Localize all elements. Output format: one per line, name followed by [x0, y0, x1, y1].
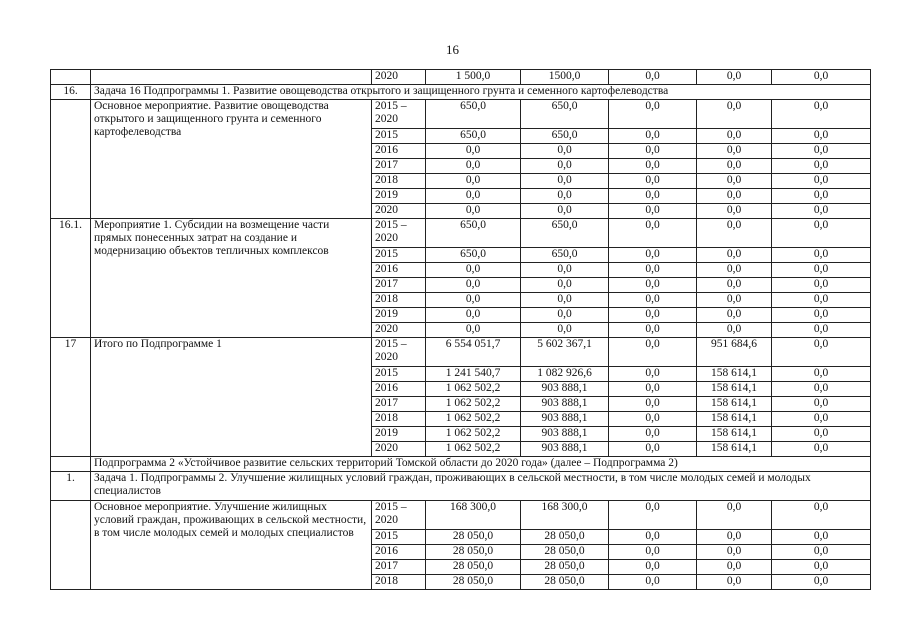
value-cell: 0,0	[697, 545, 772, 560]
value-cell: 158 614,1	[697, 427, 772, 442]
value-cell: 0,0	[609, 545, 697, 560]
value-cell: 0,0	[772, 442, 871, 457]
row-index	[51, 70, 91, 85]
value-cell: 0,0	[772, 382, 871, 397]
value-cell: 0,0	[697, 204, 772, 219]
row-year: 2017	[372, 159, 426, 174]
value-cell: 0,0	[609, 189, 697, 204]
value-cell: 0,0	[426, 144, 521, 159]
value-cell: 0,0	[697, 219, 772, 248]
row-index: 16.1.	[51, 219, 91, 338]
value-cell: 0,0	[772, 174, 871, 189]
value-cell: 0,0	[609, 308, 697, 323]
value-cell: 0,0	[521, 323, 609, 338]
row-year: 2019	[372, 308, 426, 323]
value-cell: 0,0	[426, 204, 521, 219]
value-cell: 158 614,1	[697, 412, 772, 427]
value-cell: 1 062 502,2	[426, 382, 521, 397]
row-year: 2018	[372, 575, 426, 590]
value-cell: 0,0	[609, 219, 697, 248]
row-description: Мероприятие 1. Субсидии на возмещение части прямых понесенных затрат на создание и модернизацию объектов тепличных комплексов	[91, 219, 372, 338]
value-cell: 0,0	[772, 144, 871, 159]
value-cell: 0,0	[521, 278, 609, 293]
value-cell: 0,0	[772, 338, 871, 367]
row-year: 2015 – 2020	[372, 219, 426, 248]
value-cell: 0,0	[772, 308, 871, 323]
value-cell: 0,0	[772, 501, 871, 530]
value-cell: 951 684,6	[697, 338, 772, 367]
value-cell: 1 062 502,2	[426, 442, 521, 457]
value-cell: 0,0	[772, 129, 871, 144]
value-cell: 0,0	[697, 560, 772, 575]
budget-table	[50, 69, 871, 590]
value-cell: 0,0	[609, 560, 697, 575]
value-cell: 0,0	[609, 412, 697, 427]
value-cell: 158 614,1	[697, 442, 772, 457]
row-year: 2020	[372, 70, 426, 85]
value-cell: 0,0	[772, 412, 871, 427]
row-year: 2020	[372, 323, 426, 338]
value-cell: 1500,0	[521, 70, 609, 85]
row-year: 2019	[372, 189, 426, 204]
value-cell: 0,0	[609, 100, 697, 129]
value-cell: 28 050,0	[521, 575, 609, 590]
value-cell: 0,0	[609, 129, 697, 144]
section-index	[51, 457, 91, 472]
value-cell: 650,0	[521, 248, 609, 263]
row-year: 2018	[372, 174, 426, 189]
row-year: 2015 – 2020	[372, 100, 426, 129]
value-cell: 0,0	[772, 278, 871, 293]
value-cell: 28 050,0	[426, 530, 521, 545]
value-cell: 0,0	[426, 263, 521, 278]
value-cell: 5 602 367,1	[521, 338, 609, 367]
value-cell: 903 888,1	[521, 442, 609, 457]
value-cell: 168 300,0	[521, 501, 609, 530]
row-year: 2015 – 2020	[372, 338, 426, 367]
value-cell: 0,0	[521, 174, 609, 189]
row-year: 2015	[372, 248, 426, 263]
value-cell: 0,0	[521, 159, 609, 174]
row-year: 2019	[372, 427, 426, 442]
value-cell: 0,0	[521, 293, 609, 308]
value-cell: 0,0	[697, 248, 772, 263]
value-cell: 0,0	[772, 293, 871, 308]
value-cell: 903 888,1	[521, 412, 609, 427]
section-index: 16.	[51, 85, 91, 100]
value-cell: 0,0	[697, 144, 772, 159]
value-cell: 0,0	[521, 204, 609, 219]
table-row	[51, 70, 871, 85]
row-description: Основное мероприятие. Развитие овощеводства открытого и защищенного грунта и семенного картофелеводства	[91, 100, 372, 219]
row-year: 2016	[372, 382, 426, 397]
value-cell: 0,0	[609, 174, 697, 189]
value-cell: 0,0	[521, 189, 609, 204]
value-cell: 0,0	[609, 159, 697, 174]
value-cell: 0,0	[772, 397, 871, 412]
row-year: 2017	[372, 278, 426, 293]
value-cell: 0,0	[609, 204, 697, 219]
value-cell: 1 241 540,7	[426, 367, 521, 382]
value-cell: 0,0	[609, 397, 697, 412]
value-cell: 0,0	[426, 278, 521, 293]
row-year: 2017	[372, 560, 426, 575]
value-cell: 0,0	[697, 501, 772, 530]
section-title: Задача 16 Подпрограммы 1. Развитие овощеводства открытого и защищенного грунта и семенного картофелеводства	[91, 85, 871, 100]
value-cell: 28 050,0	[426, 545, 521, 560]
value-cell: 158 614,1	[697, 367, 772, 382]
row-year: 2015	[372, 530, 426, 545]
value-cell: 650,0	[426, 219, 521, 248]
value-cell: 0,0	[697, 293, 772, 308]
row-description: Основное мероприятие. Улучшение жилищных условий граждан, проживающих в сельской местности, в том числе молодых семей и молодых специалистов	[91, 501, 372, 590]
value-cell: 0,0	[609, 278, 697, 293]
row-index	[51, 501, 91, 590]
value-cell: 168 300,0	[426, 501, 521, 530]
value-cell: 0,0	[521, 308, 609, 323]
table-row	[51, 338, 871, 367]
row-index	[51, 100, 91, 219]
value-cell: 0,0	[609, 293, 697, 308]
row-year: 2015	[372, 367, 426, 382]
row-year: 2017	[372, 397, 426, 412]
value-cell: 1 500,0	[426, 70, 521, 85]
value-cell: 6 554 051,7	[426, 338, 521, 367]
value-cell: 0,0	[697, 575, 772, 590]
value-cell: 0,0	[609, 263, 697, 278]
value-cell: 0,0	[697, 70, 772, 85]
row-description	[91, 70, 372, 85]
section-row	[51, 457, 871, 472]
value-cell: 650,0	[426, 100, 521, 129]
value-cell: 0,0	[609, 144, 697, 159]
value-cell: 0,0	[521, 263, 609, 278]
value-cell: 1 082 926,6	[521, 367, 609, 382]
value-cell: 0,0	[772, 560, 871, 575]
value-cell: 0,0	[609, 248, 697, 263]
value-cell: 903 888,1	[521, 397, 609, 412]
value-cell: 650,0	[521, 129, 609, 144]
value-cell: 0,0	[697, 100, 772, 129]
value-cell: 158 614,1	[697, 382, 772, 397]
value-cell: 158 614,1	[697, 397, 772, 412]
row-year: 2015	[372, 129, 426, 144]
value-cell: 0,0	[426, 159, 521, 174]
row-year: 2016	[372, 263, 426, 278]
value-cell: 0,0	[697, 174, 772, 189]
row-year: 2020	[372, 204, 426, 219]
value-cell: 0,0	[772, 575, 871, 590]
section-row	[51, 85, 871, 100]
value-cell: 28 050,0	[521, 545, 609, 560]
value-cell: 0,0	[426, 323, 521, 338]
value-cell: 0,0	[609, 427, 697, 442]
value-cell: 650,0	[426, 248, 521, 263]
value-cell: 0,0	[521, 144, 609, 159]
value-cell: 0,0	[697, 308, 772, 323]
value-cell: 903 888,1	[521, 427, 609, 442]
value-cell: 28 050,0	[426, 575, 521, 590]
value-cell: 0,0	[609, 367, 697, 382]
value-cell: 903 888,1	[521, 382, 609, 397]
section-row	[51, 472, 871, 501]
row-year: 2016	[372, 144, 426, 159]
value-cell: 0,0	[772, 189, 871, 204]
value-cell: 1 062 502,2	[426, 397, 521, 412]
section-title: Задача 1. Подпрограммы 2. Улучшение жилищных условий граждан, проживающих в сельской местности, в том числе молодых семей и молодых специалистов	[91, 472, 871, 501]
value-cell: 0,0	[609, 382, 697, 397]
page-number: 16	[446, 42, 459, 57]
value-cell: 650,0	[521, 219, 609, 248]
row-year: 2020	[372, 442, 426, 457]
value-cell: 650,0	[426, 129, 521, 144]
value-cell: 0,0	[609, 323, 697, 338]
value-cell: 0,0	[426, 174, 521, 189]
value-cell: 0,0	[697, 159, 772, 174]
value-cell: 0,0	[772, 545, 871, 560]
value-cell: 0,0	[772, 248, 871, 263]
value-cell: 0,0	[772, 70, 871, 85]
value-cell: 28 050,0	[521, 530, 609, 545]
value-cell: 0,0	[772, 367, 871, 382]
row-year: 2016	[372, 545, 426, 560]
value-cell: 0,0	[697, 530, 772, 545]
value-cell: 0,0	[772, 427, 871, 442]
value-cell: 0,0	[609, 575, 697, 590]
row-index: 17	[51, 338, 91, 457]
value-cell: 0,0	[426, 308, 521, 323]
section-index: 1.	[51, 472, 91, 501]
table-row	[51, 100, 871, 129]
value-cell: 1 062 502,2	[426, 427, 521, 442]
value-cell: 0,0	[772, 219, 871, 248]
row-year: 2018	[372, 293, 426, 308]
value-cell: 0,0	[697, 278, 772, 293]
value-cell: 0,0	[697, 189, 772, 204]
table-row	[51, 219, 871, 248]
value-cell: 1 062 502,2	[426, 412, 521, 427]
value-cell: 0,0	[697, 323, 772, 338]
row-year: 2015 – 2020	[372, 501, 426, 530]
row-description: Итого по Подпрограмме 1	[91, 338, 372, 457]
row-year: 2018	[372, 412, 426, 427]
value-cell: 28 050,0	[521, 560, 609, 575]
value-cell: 0,0	[697, 129, 772, 144]
value-cell: 0,0	[772, 159, 871, 174]
value-cell: 0,0	[772, 530, 871, 545]
section-title: Подпрограмма 2 «Устойчивое развитие сельских территорий Томской области до 2020 года» (далее – Подпрограмма 2)	[91, 457, 871, 472]
value-cell: 28 050,0	[426, 560, 521, 575]
value-cell: 0,0	[609, 501, 697, 530]
value-cell: 0,0	[426, 189, 521, 204]
table-row	[51, 501, 871, 530]
value-cell: 0,0	[609, 530, 697, 545]
value-cell: 650,0	[521, 100, 609, 129]
value-cell: 0,0	[772, 100, 871, 129]
value-cell: 0,0	[609, 338, 697, 367]
value-cell: 0,0	[772, 204, 871, 219]
value-cell: 0,0	[609, 70, 697, 85]
value-cell: 0,0	[772, 323, 871, 338]
value-cell: 0,0	[609, 442, 697, 457]
value-cell: 0,0	[426, 293, 521, 308]
value-cell: 0,0	[772, 263, 871, 278]
value-cell: 0,0	[697, 263, 772, 278]
